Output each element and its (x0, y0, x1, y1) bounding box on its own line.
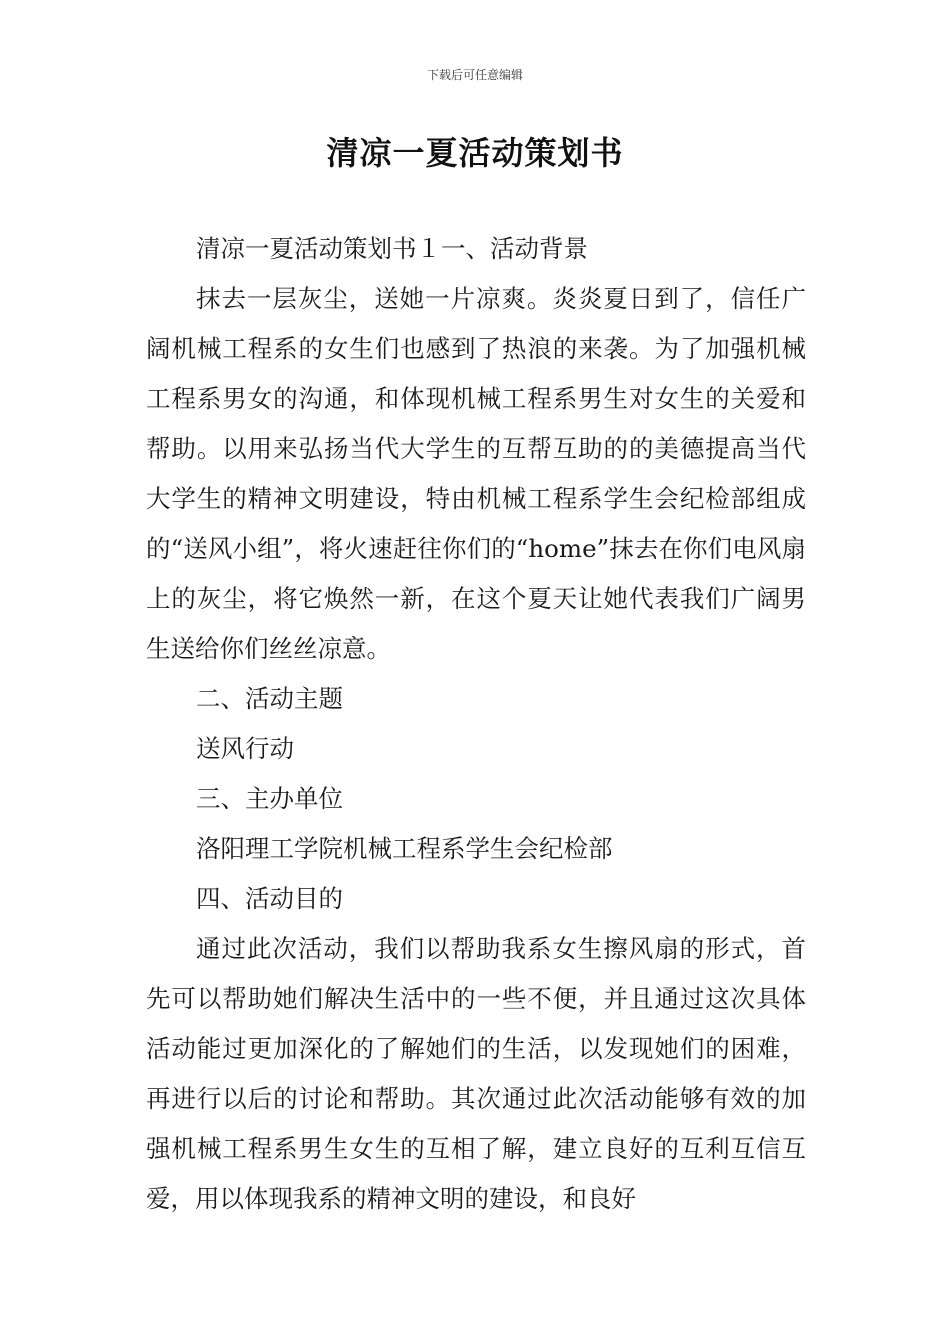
paragraph-organizer-text: 洛阳理工学院机械工程系学生会纪检部 (196, 834, 613, 863)
paragraph-background-text: 抹去一层灰尘，送她一片凉爽。炎炎夏日到了，信任广阔机械工程系的女生们也感到了热浪的来袭。为了加强机械工程系男女的沟通，和体现机械工程系男生对女生的关爱和帮助。以用来弘扬当代大学生的互帮互助的的美德提高当代大学生的精神文明建设，特由机械工程系学生会纪检部组成的“送风小组”，将火速赶往你们的“home”抹去在你们电风扇上的灰尘，将它焕然一新，在这个夏天让她代表我们广阔男生送给你们丝丝凉意。 (146, 284, 806, 663)
page-title: 清凉一夏活动策划书 (326, 134, 624, 172)
document-body (146, 224, 806, 1224)
paragraph-heading-organizer: 三、主办单位 (196, 784, 343, 813)
paragraph-heading-theme: 二、活动主题 (196, 684, 343, 713)
paragraph-heading-purpose: 四、活动目的 (196, 884, 343, 913)
paragraph-theme-text: 送风行动 (196, 734, 294, 763)
paragraph-heading-background: 清凉一夏活动策划书１一、活动背景 (196, 234, 588, 263)
paragraph-purpose-text: 通过此次活动，我们以帮助我系女生擦风扇的形式，首先可以帮助她们解决生活中的一些不便，并且通过这次具体活动能过更加深化的了解她们的生活，以发现她们的困难，再进行以后的讨论和帮助。其次通过此次活动能够有效的加强机械工程系男生女生的互相了解，建立良好的互利互信互爱，用以体现我系的精神文明的建设，和良好 (146, 934, 806, 1213)
header-note: 下载后可任意编辑 (426, 68, 523, 82)
